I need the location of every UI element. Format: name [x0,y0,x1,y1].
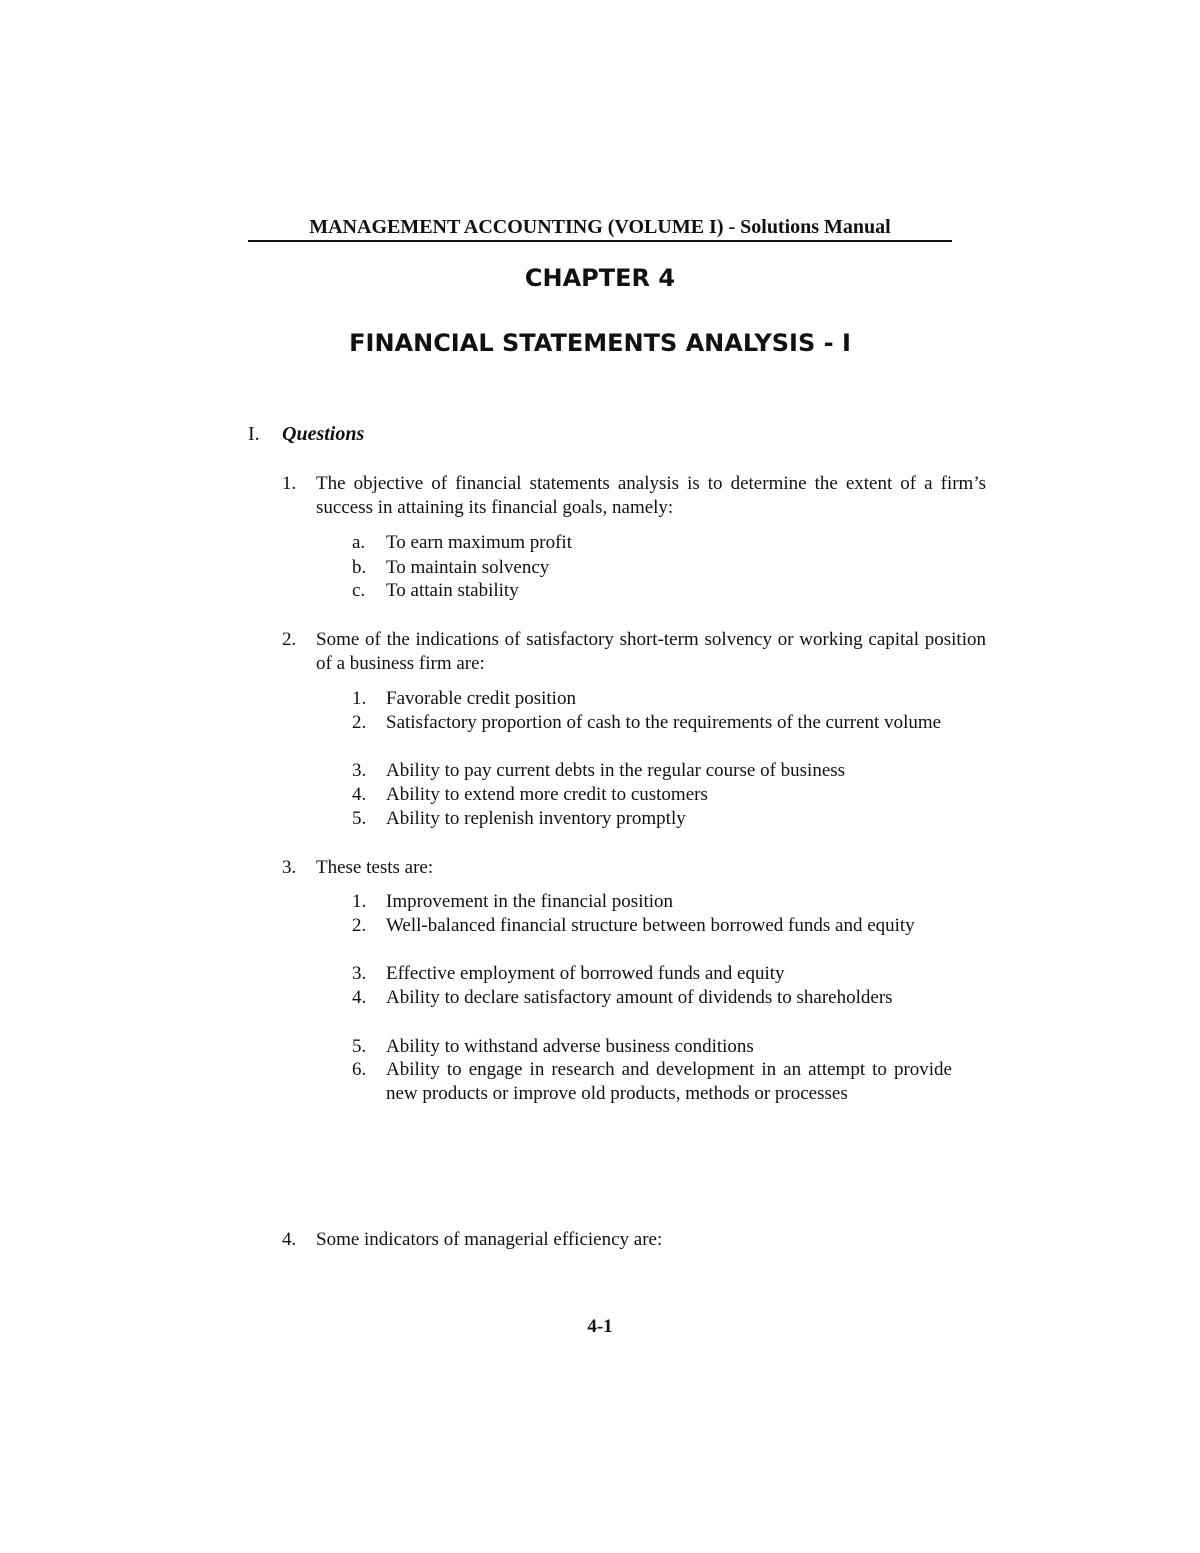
list-marker: 1. [352,891,367,912]
list-marker: a. [352,532,366,553]
section-numeral: I. [248,423,260,445]
list-item-text: To attain stability [386,580,519,601]
running-header: MANAGEMENT ACCOUNTING (VOLUME I) - Solutions Manual [309,216,891,238]
question-number: 1. [282,473,297,494]
list-item-text: Well-balanced financial structure between borrowed funds and equity [386,915,915,936]
list-marker: 4. [352,987,367,1008]
section-title: Questions [282,423,365,445]
list-item-text: Favorable credit position [386,688,576,709]
list-item-text: Ability to engage in research and development in an attempt to provide new products or improve old products, methods or processes [386,1059,952,1104]
list-item-text: To maintain solvency [386,557,550,578]
chapter-title: FINANCIAL STATEMENTS ANALYSIS - I [349,329,851,357]
list-item-text: Satisfactory proportion of cash to the requirements of the current volume [386,712,942,733]
list-item-text: Improvement in the financial position [386,891,674,912]
question-text: The objective of financial statements analysis is to determine the extent of a firm’s success in attaining its financial goals, namely: [316,473,986,518]
question-text: Some of the indications of satisfactory short-term solvency or working capital position of a business firm are: [316,629,986,674]
list-marker: 6. [352,1059,367,1080]
list-item-text: Ability to replenish inventory promptly [386,808,686,829]
header-rule [248,240,952,242]
list-item-text: To earn maximum profit [386,532,572,553]
list-marker: 5. [352,1036,367,1057]
page-number: 4-1 [587,1316,613,1337]
question-number: 2. [282,629,297,650]
list-marker: 2. [352,712,367,733]
list-marker: 2. [352,915,367,936]
question-number: 4. [282,1229,297,1250]
question-text: These tests are: [316,857,434,878]
question-text: Some indicators of managerial efficiency are: [316,1229,663,1250]
list-marker: 1. [352,688,367,709]
list-item-text: Ability to extend more credit to customers [386,784,708,805]
list-marker: 3. [352,760,367,781]
list-item-text: Ability to withstand adverse business conditions [386,1036,754,1057]
chapter-number: CHAPTER 4 [524,264,676,292]
list-item-text: Ability to pay current debts in the regular course of business [386,760,846,781]
list-item-text: Ability to declare satisfactory amount of dividends to shareholders [386,987,893,1008]
list-marker: 4. [352,784,367,805]
list-marker: 5. [352,808,367,829]
list-marker: 3. [352,963,367,984]
question-number: 3. [282,857,297,878]
list-marker: b. [352,557,367,578]
list-item-text: Effective employment of borrowed funds and equity [386,963,785,984]
list-marker: c. [352,580,366,601]
